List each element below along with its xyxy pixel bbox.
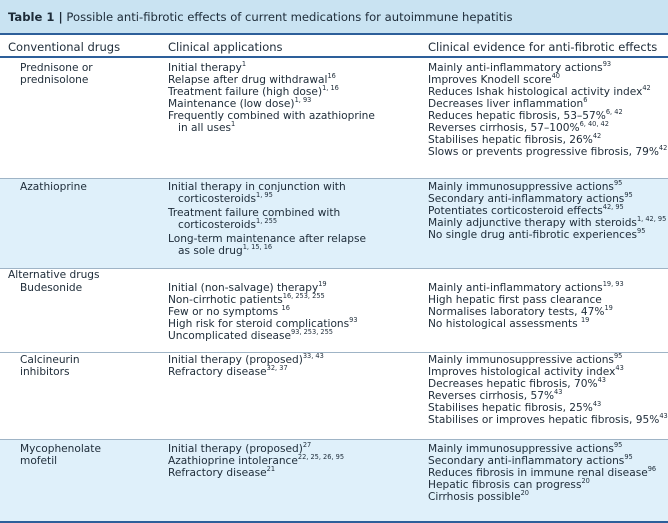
evidence-line-text: Improves histological activity index — [428, 366, 616, 378]
application-line-text: as sole drug — [178, 245, 243, 257]
drug-name-line: mofetil — [20, 455, 58, 467]
header-clinical-evidence: Clinical evidence for anti-fibrotic effects — [428, 40, 658, 54]
reference-superscript: 32, 37 — [266, 364, 288, 372]
evidence-line-text: Stabilises hepatic fibrosis, 26% — [428, 134, 593, 146]
application-line — [168, 193, 366, 205]
reference-superscript: 20 — [581, 477, 590, 485]
evidence-line — [428, 402, 668, 414]
drug-name-line: Prednisone or — [20, 62, 93, 74]
evidence-budesonide — [428, 282, 624, 330]
drug-name-calcineurin — [20, 354, 80, 378]
drug-name-line: prednisolone — [20, 74, 89, 86]
header-conventional-drugs: Conventional drugs — [8, 40, 121, 54]
application-line-text: Non-cirrhotic patients — [168, 294, 283, 306]
drug-name-line: Budesonide — [20, 282, 83, 294]
evidence-line — [428, 86, 667, 98]
evidence-line-text: Reduces hepatic fibrosis, 53–57% — [428, 110, 606, 122]
evidence-line — [428, 354, 668, 366]
application-line — [168, 282, 358, 294]
drug-name-line: Calcineurin — [20, 354, 80, 366]
table-caption: Possible anti-fibrotic effects of current medications for autoimmune hepatitis — [62, 10, 513, 24]
evidence-line — [428, 62, 667, 74]
evidence-line — [428, 74, 667, 86]
evidence-line — [428, 282, 624, 294]
evidence-line — [428, 217, 666, 229]
reference-superscript: 19 — [604, 304, 613, 312]
header-rule — [0, 56, 668, 58]
evidence-line-text: Reduces fibrosis in immune renal disease — [428, 467, 648, 479]
application-line-text: Refractory disease — [168, 366, 267, 378]
evidence-line — [428, 146, 667, 158]
evidence-line-text: Secondary anti-inflammatory actions — [428, 193, 625, 205]
application-line — [168, 219, 366, 231]
top-rule — [0, 33, 668, 35]
application-line — [168, 122, 375, 134]
reference-superscript: 21 — [266, 465, 276, 473]
evidence-line — [428, 491, 656, 503]
application-line — [168, 455, 344, 467]
evidence-prednisone — [428, 62, 667, 158]
evidence-line-text: High hepatic first pass clearance — [428, 294, 602, 306]
application-line-text: Frequently combined with azathioprine — [168, 110, 375, 122]
evidence-line — [428, 467, 656, 479]
application-line — [168, 86, 375, 98]
reference-superscript: 40 — [551, 72, 560, 80]
application-line-text: corticosteroids — [178, 193, 257, 205]
application-line-text: Maintenance (low dose) — [168, 98, 295, 110]
application-line-text: High risk for steroid complications — [168, 318, 350, 330]
reference-superscript: 16 — [281, 304, 290, 312]
table-number: Table 1 | — [8, 10, 63, 24]
reference-superscript: 1 — [241, 60, 247, 68]
evidence-line — [428, 390, 668, 402]
row-separator — [0, 439, 668, 440]
applications-mycophenolate — [168, 443, 344, 479]
application-line — [168, 294, 358, 306]
evidence-azathioprine — [428, 181, 666, 241]
reference-superscript: 42, 95 — [602, 203, 624, 211]
reference-superscript: 43 — [592, 400, 602, 408]
application-line — [168, 354, 324, 366]
evidence-line-text: Decreases hepatic fibrosis, 70% — [428, 378, 598, 390]
reference-superscript: 93 — [602, 60, 612, 68]
evidence-line — [428, 229, 666, 241]
application-line-text: Initial (non-salvage) therapy — [168, 282, 319, 294]
reference-superscript: 43 — [554, 388, 563, 396]
evidence-line — [428, 122, 667, 134]
application-line-text: Treatment failure combined with — [168, 207, 341, 219]
drug-name-line: inhibitors — [20, 366, 70, 378]
evidence-line-text: Mainly anti-inflammatory actions — [428, 282, 603, 294]
header-clinical-applications: Clinical applications — [168, 40, 283, 54]
application-line — [168, 330, 358, 342]
application-line-text: in all uses — [178, 122, 232, 134]
reference-superscript: 16 — [327, 72, 336, 80]
table-title — [0, 0, 668, 33]
reference-superscript: 20 — [520, 489, 529, 497]
evidence-line — [428, 193, 666, 205]
reference-superscript: 1, 16 — [322, 84, 339, 92]
evidence-line-text: Stabilises or improves hepatic fibrosis, 95% — [428, 414, 660, 426]
application-line — [168, 98, 375, 110]
reference-superscript: 1 — [231, 120, 236, 128]
reference-superscript: 93 — [349, 316, 358, 324]
application-line — [168, 467, 344, 479]
evidence-line-text: Slows or prevents progressive fibrosis, 79% — [428, 146, 659, 158]
application-line — [168, 110, 375, 122]
evidence-line — [428, 205, 666, 217]
drug-name-prednisone — [20, 62, 93, 86]
evidence-line-text: Normalises laboratory tests, 47% — [428, 306, 605, 318]
reference-superscript: 16, 253, 255 — [282, 292, 325, 300]
evidence-line — [428, 98, 667, 110]
drug-name-line: Mycophenolate — [20, 443, 101, 455]
reference-superscript: 6, 40, 42 — [579, 120, 609, 128]
reference-superscript: 33, 43 — [302, 352, 324, 360]
evidence-line — [428, 294, 624, 306]
reference-superscript: 1, 42, 95 — [636, 215, 667, 223]
evidence-line-text: Reverses cirrhosis, 57% — [428, 390, 555, 402]
evidence-line-text: Hepatic fibrosis can progress — [428, 479, 582, 491]
reference-superscript: 95 — [613, 441, 623, 449]
evidence-line-text: Potentiates corticosteroid effects — [428, 205, 603, 217]
evidence-line — [428, 366, 668, 378]
reference-superscript: 43 — [659, 412, 668, 420]
evidence-line-text: Reduces Ishak histological activity index — [428, 86, 643, 98]
reference-superscript: 95 — [613, 179, 623, 187]
evidence-line — [428, 318, 624, 330]
application-line-text: Few or no symptoms — [168, 306, 282, 318]
application-line-text: Refractory disease — [168, 467, 267, 479]
reference-superscript: 1, 95 — [256, 191, 273, 199]
evidence-line — [428, 455, 656, 467]
reference-superscript: 43 — [597, 376, 606, 384]
applications-calcineurin — [168, 354, 324, 378]
application-line — [168, 245, 366, 257]
reference-superscript: 95 — [624, 453, 633, 461]
reference-superscript: 95 — [613, 352, 623, 360]
evidence-line-text: Mainly immunosuppressive actions — [428, 181, 614, 193]
applications-budesonide — [168, 282, 358, 342]
evidence-line — [428, 479, 656, 491]
row-separator — [0, 178, 668, 179]
reference-superscript: 19 — [318, 280, 327, 288]
evidence-line-text: No single drug anti-fibrotic experiences — [428, 229, 638, 241]
applications-prednisone — [168, 62, 375, 134]
reference-superscript: 6, 42 — [605, 108, 623, 116]
drug-name-mycophenolate — [20, 443, 101, 467]
reference-superscript: 1, 255 — [256, 217, 278, 225]
evidence-line-text: Secondary anti-inflammatory actions — [428, 455, 625, 467]
evidence-line-text: Reverses cirrhosis, 57–100% — [428, 122, 580, 134]
reference-superscript: 95 — [637, 227, 646, 235]
reference-superscript: 27 — [302, 441, 312, 449]
application-line-text: Uncomplicated disease — [168, 330, 292, 342]
application-line-text: Long-term maintenance after relapse — [168, 233, 367, 245]
application-line — [168, 306, 358, 318]
application-line-text: Azathioprine intolerance — [168, 455, 298, 467]
reference-superscript: 1, 93 — [294, 96, 312, 104]
section-alternative-drugs: Alternative drugs — [8, 269, 100, 281]
evidence-line — [428, 306, 624, 318]
evidence-line — [428, 378, 668, 390]
application-line — [168, 74, 375, 86]
reference-superscript: 19 — [580, 316, 590, 324]
reference-superscript: 42 — [642, 84, 651, 92]
evidence-line-text: Cirrhosis possible — [428, 491, 521, 503]
reference-superscript: 6 — [583, 96, 588, 104]
drug-name-line: Azathioprine — [20, 181, 87, 193]
evidence-line — [428, 414, 668, 426]
evidence-line-text: Decreases liver inflammation — [428, 98, 584, 110]
evidence-calcineurin — [428, 354, 668, 426]
reference-superscript: 42 — [592, 132, 602, 140]
evidence-line-text: Mainly anti-inflammatory actions — [428, 62, 603, 74]
evidence-mycophenolate — [428, 443, 656, 503]
evidence-line-text: No histological assessments — [428, 318, 581, 330]
reference-superscript: 96 — [647, 465, 657, 473]
evidence-line — [428, 443, 656, 455]
evidence-line — [428, 110, 667, 122]
reference-superscript: 43 — [615, 364, 624, 372]
evidence-line-text: Stabilises hepatic fibrosis, 25% — [428, 402, 593, 414]
application-line-text: Initial therapy in conjunction with — [168, 181, 346, 193]
evidence-line-text: Mainly adjunctive therapy with steroids — [428, 217, 637, 229]
drug-name-azathioprine — [20, 181, 87, 193]
row-separator — [0, 268, 668, 269]
application-line-text: Treatment failure (high dose) — [168, 86, 323, 98]
application-line-text: Initial therapy (proposed) — [168, 354, 303, 366]
reference-superscript: 42 — [658, 144, 668, 152]
drug-name-budesonide — [20, 282, 82, 294]
reference-superscript: 19, 93 — [602, 280, 624, 288]
application-line — [168, 366, 324, 378]
evidence-line-text: Mainly immunosuppressive actions — [428, 354, 614, 366]
evidence-line — [428, 134, 667, 146]
reference-superscript: 93, 253, 255 — [291, 328, 333, 336]
reference-superscript: 1, 15, 16 — [242, 243, 273, 251]
row-separator — [0, 352, 668, 353]
application-line — [168, 62, 375, 74]
applications-azathioprine — [168, 181, 366, 257]
reference-superscript: 95 — [624, 191, 633, 199]
application-line-text: corticosteroids — [178, 219, 257, 231]
application-line-text: Initial therapy — [168, 62, 242, 74]
application-line-text: Initial therapy (proposed) — [168, 443, 303, 455]
evidence-line-text: Mainly immunosuppressive actions — [428, 443, 614, 455]
application-line-text: Relapse after drug withdrawal — [168, 74, 328, 86]
reference-superscript: 22, 25, 26, 95 — [297, 453, 345, 461]
evidence-line-text: Improves Knodell score — [428, 74, 552, 86]
